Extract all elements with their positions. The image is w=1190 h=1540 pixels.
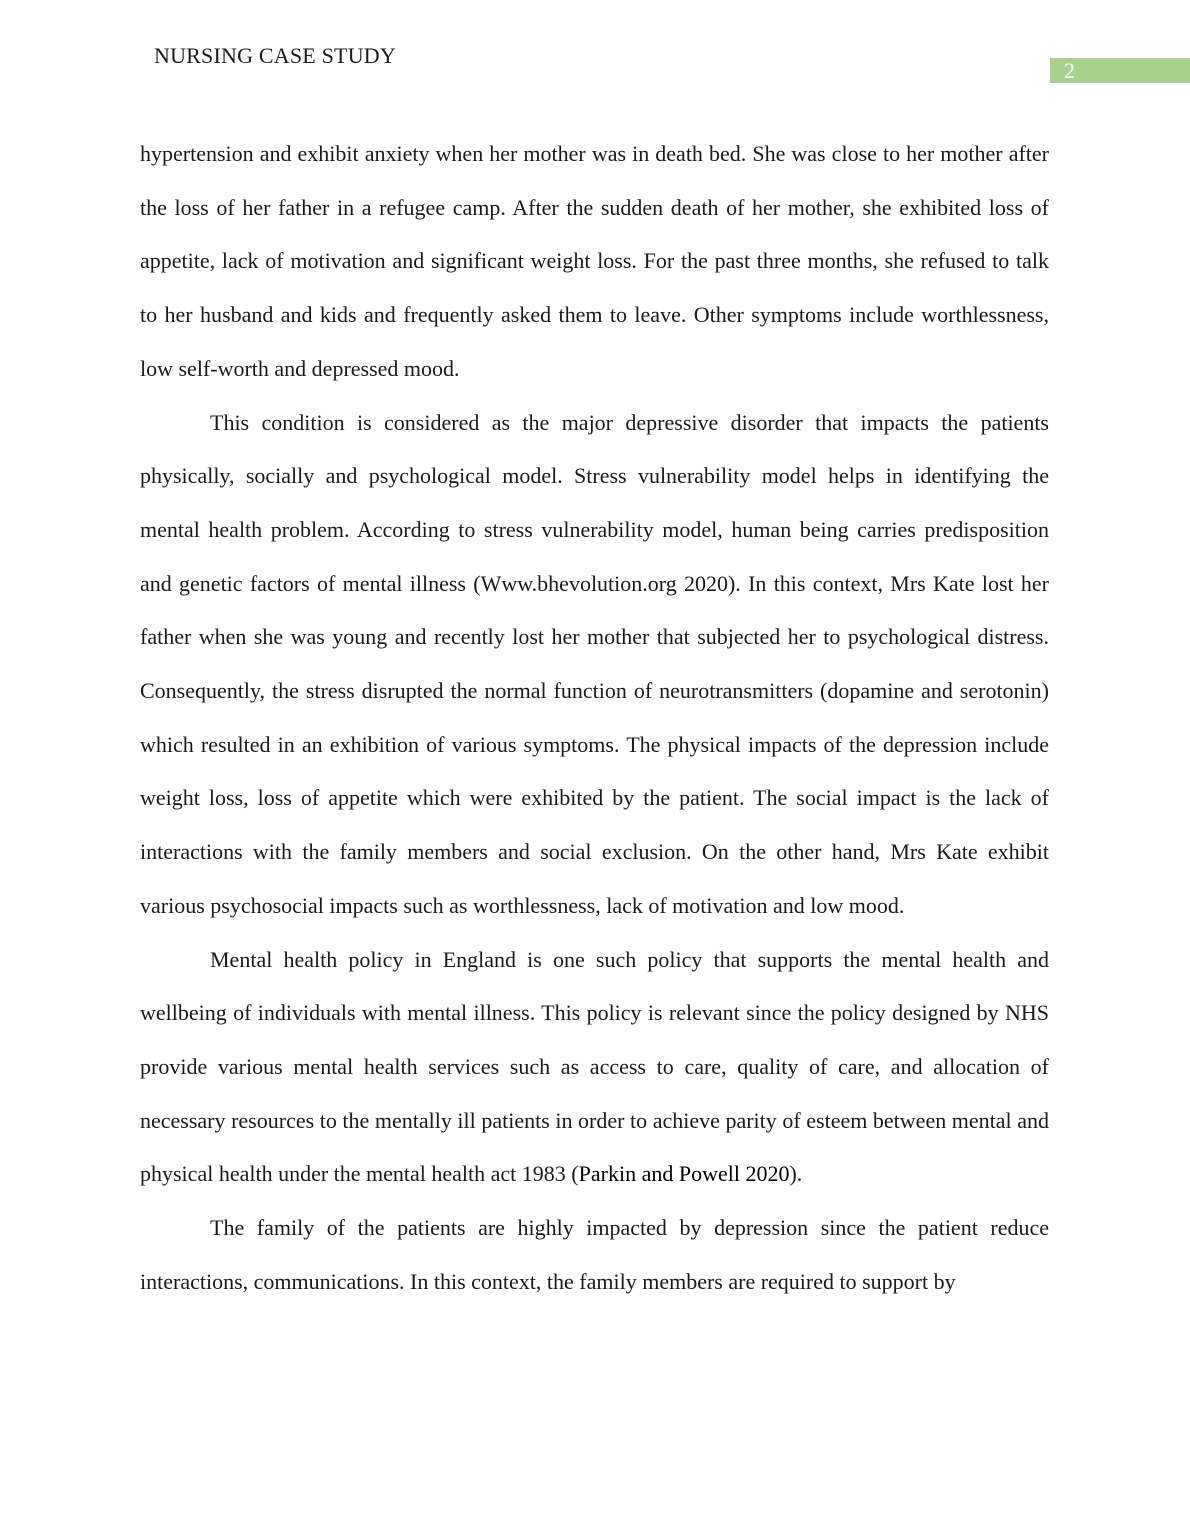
paragraph-3-text: Mental health policy in England is one such policy that supports the mental health and wellbeing of individuals with mental illness. This policy is relevant since the policy designed by NHS provide various mental health services such as access to care, quality of care, and allocation of necessary resources to the mentally ill patients in order to achieve parity of esteem between mental and physical health under the mental health act 1983 ( [140,946,1049,1187]
paragraph-4: The family of the patients are highly impacted by depression since the patient reduce interactions, communications. In this context, the family members are required to support by [140,1215,1049,1294]
paragraph-3-end: ). [789,1161,803,1187]
page-number: 2 [1064,58,1075,83]
paragraph-3 [140,933,1049,1202]
page-number-bar [1050,58,1190,83]
paragraph-2: This condition is considered as the major depressive disorder that impacts the patients physically, socially and psychological model. Stress vulnerability model helps in identifying the mental health problem. According to stress vulnerability model, human being carries predisposition and genetic factors of mental illness (Www.bhevolution.org 2020). In this context, Mrs Kate lost her father when she was young and recently lost her mother that subjected her to psychological distress. Consequently, the stress disrupted the normal function of neurotransmitters (dopamine and serotonin) which resulted in an exhibition of various symptoms. The physical impacts of the depression include weight loss, loss of appetite which were exhibited by the patient. The social impact is the lack of interactions with the family members and social exclusion. On the other hand, Mrs Kate exhibit various psychosocial impacts such as worthlessness, lack of motivation and low mood. [140,409,1049,918]
running-head: NURSING CASE STUDY [154,43,396,68]
document-body [140,127,1049,1308]
citation: Parkin and Powell 2020 [578,1161,790,1187]
paragraph-1: hypertension and exhibit anxiety when her mother was in death bed. She was close to her mother after the loss of her father in a refugee camp. After the sudden death of her mother, she exhibited loss of appetite, lack of motivation and significant weight loss. For the past three months, she refused to talk to her husband and kids and frequently asked them to leave. Other symptoms include worthlessness, low self-worth and depressed mood. [140,141,1049,381]
